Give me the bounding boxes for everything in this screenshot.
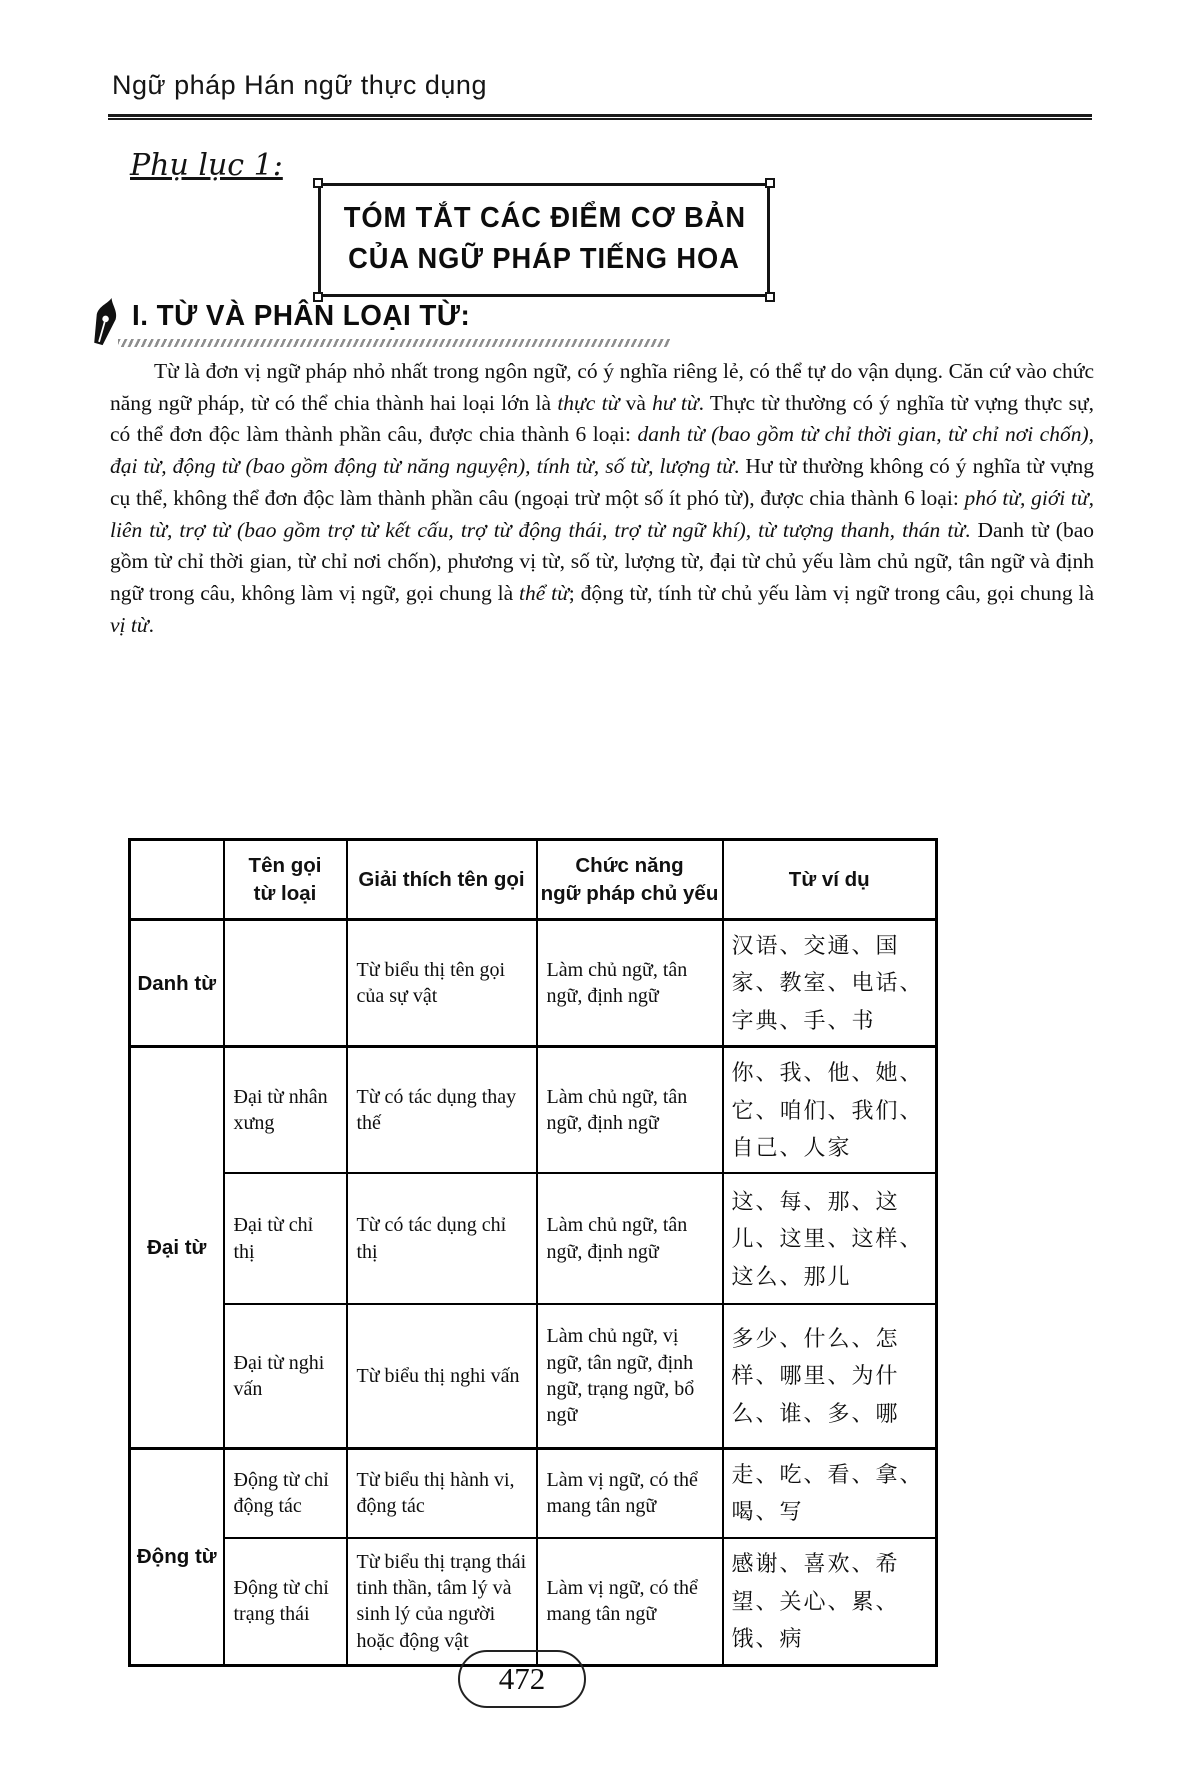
box-corner-ornament xyxy=(765,178,775,188)
function-cell: Làm chủ ngữ, tân ngữ, định ngữ xyxy=(537,920,723,1047)
table-group xyxy=(130,920,937,1047)
explain-cell: Từ biểu thị tên gọi của sự vật xyxy=(347,920,537,1047)
explain-cell: Từ có tác dụng chỉ thị xyxy=(347,1173,537,1304)
examples-cell: 感谢、喜欢、希望、关心、累、饿、病 xyxy=(723,1538,937,1666)
table-row xyxy=(130,1047,937,1174)
function-cell: Làm chủ ngữ, tân ngữ, định ngữ xyxy=(537,1173,723,1304)
section-heading-wrap xyxy=(132,300,670,347)
page-number: 472 xyxy=(498,1661,546,1696)
table-group xyxy=(130,1448,937,1665)
examples-cell: 多少、什么、怎样、哪里、为什么、谁、多、哪 xyxy=(723,1304,937,1448)
header-double-rule xyxy=(108,114,1092,120)
section-heading-text: I. TỪ VÀ PHÂN LOẠI TỪ: xyxy=(132,300,471,332)
name-cell: Đại từ nhân xưng xyxy=(224,1047,347,1174)
table-header-row xyxy=(130,840,937,920)
appendix-label: Phụ lục 1: xyxy=(130,148,283,183)
examples-cell: 这、每、那、这儿、这里、这样、这么、那儿 xyxy=(723,1173,937,1304)
name-cell xyxy=(224,920,347,1047)
explain-cell: Từ biểu thị trạng thái tinh thần, tâm lý và sinh lý của người hoặc động vật xyxy=(347,1538,537,1666)
explain-cell: Từ biểu thị nghi vấn xyxy=(347,1304,537,1448)
table-row xyxy=(130,1304,937,1448)
table-row xyxy=(130,1173,937,1304)
intro-paragraph: Từ là đơn vị ngữ pháp nhỏ nhất trong ngôn ngữ, có ý nghĩa riêng lẻ, có thể tự do vận dụng. Căn cứ vào chức năng ngữ pháp, từ có thể chia thành hai loại lớn là thực từ và hư từ. Thực từ thường có ý nghĩa từ vựng thực sự, có thể đơn độc làm thành phần câu, được chia thành 6 loại: danh từ (bao gồm từ chỉ thời gian, từ chỉ nơi chốn), đại từ, động từ (bao gồm động từ năng nguyện), tính từ, số từ, lượng từ. Hư từ thường không có ý nghĩa từ vựng cụ thể, không thể đơn độc làm thành phần câu (ngoại trừ một số ít phó từ), được chia thành 6 loại: phó từ, giới từ, liên từ, trợ từ (bao gồm trợ từ kết cấu, trợ từ động thái, trợ từ ngữ khí), từ tượng thanh, thán từ. Danh từ (bao gồm từ chỉ thời gian, từ chỉ nơi chốn), phương vị từ, số từ, lượng từ, đại từ chủ yếu làm chủ ngữ, tân ngữ và định ngữ trong câu, không làm vị ngữ, gọi chung là thể từ; động từ, tính từ chủ yếu làm vị ngữ trong câu, gọi chung là vị từ. xyxy=(110,359,1095,637)
title-box xyxy=(318,183,770,297)
box-corner-ornament xyxy=(313,178,323,188)
function-cell: Làm vị ngữ, có thể mang tân ngữ xyxy=(537,1448,723,1537)
table-header-cell: Từ ví dụ xyxy=(723,840,937,920)
section-heading-underline xyxy=(118,339,670,347)
group-label-cell: Danh từ xyxy=(130,920,224,1047)
name-cell: Đại từ chỉ thị xyxy=(224,1173,347,1304)
examples-cell: 你、我、他、她、它、咱们、我们、自己、人家 xyxy=(723,1047,937,1174)
name-cell: Động từ chỉ động tác xyxy=(224,1448,347,1537)
function-cell: Làm chủ ngữ, tân ngữ, định ngữ xyxy=(537,1047,723,1174)
table-header-cell: Chức năng ngữ pháp chủ yếu xyxy=(537,840,723,920)
explain-cell: Từ có tác dụng thay thế xyxy=(347,1047,537,1174)
table-group xyxy=(130,1047,937,1449)
running-header: Ngữ pháp Hán ngữ thực dụng xyxy=(112,70,487,100)
box-corner-ornament xyxy=(765,292,775,302)
box-title-line-2: CỦA NGỮ PHÁP TIẾNG HOA xyxy=(348,243,740,275)
table-head xyxy=(130,840,937,920)
examples-cell: 走、吃、看、拿、喝、写 xyxy=(723,1448,937,1537)
explain-cell: Từ biểu thị hành vi, động tác xyxy=(347,1448,537,1537)
function-cell: Làm vị ngữ, có thể mang tân ngữ xyxy=(537,1538,723,1666)
table-row xyxy=(130,1448,937,1537)
page-number-badge xyxy=(458,1650,586,1708)
group-label-cell: Động từ xyxy=(130,1448,224,1665)
name-cell: Động từ chỉ trạng thái xyxy=(224,1538,347,1666)
table-header-cell: Giải thích tên gọi xyxy=(347,840,537,920)
function-cell: Làm chủ ngữ, vị ngữ, tân ngữ, định ngữ, trạng ngữ, bổ ngữ xyxy=(537,1304,723,1448)
section-heading xyxy=(88,300,670,347)
box-title-line-1: TÓM TẮT CÁC ĐIỂM CƠ BẢN xyxy=(343,202,747,234)
table-row xyxy=(130,1538,937,1666)
table-row xyxy=(130,920,937,1047)
word-class-table xyxy=(128,838,938,1667)
name-cell: Đại từ nghi vấn xyxy=(224,1304,347,1448)
table-header-cell: Tên gọi từ loại xyxy=(224,840,347,920)
table-header-cell xyxy=(130,840,224,920)
group-label-cell: Đại từ xyxy=(130,1047,224,1449)
examples-cell: 汉语、交通、国家、教室、电话、字典、手、书 xyxy=(723,920,937,1047)
